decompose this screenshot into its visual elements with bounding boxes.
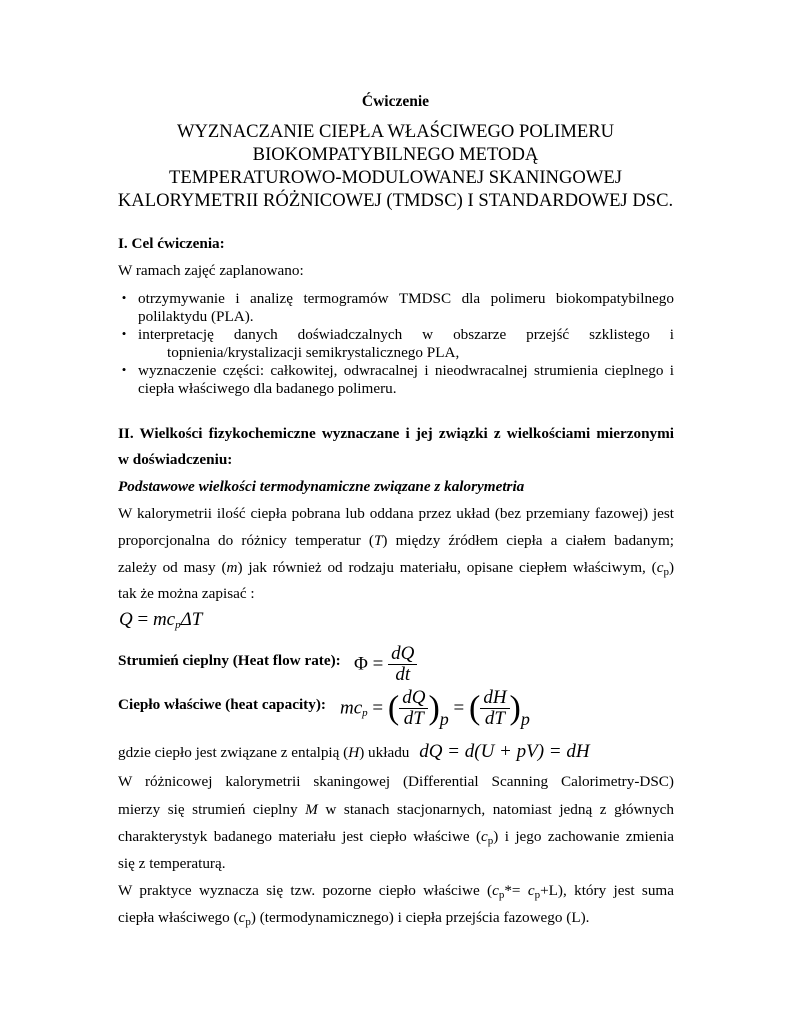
goal-item-3	[118, 362, 674, 398]
title-line-1: WYZNACZANIE CIEPŁA WŁAŚCIWEGO POLIMERU	[176, 121, 615, 142]
p1-line-3: zależy od masy (m) jak również od rodzaju materiału, opisane ciepłem właściwym, $(c_p)$	[118, 559, 674, 578]
heat-capacity-row	[118, 688, 538, 734]
p2-line-1: W różnicowej kalorymetrii skaningowej (Differential Scanning Calorimetry-DSC)	[118, 773, 674, 790]
p1-line-4: tak że można zapisać :	[118, 585, 255, 602]
heat-flow-equation: Φ = $\frac{dQ}{dt}$	[354, 644, 417, 685]
goal-item-2	[118, 326, 674, 362]
section-2-heading-line-2: w doświadczeniu:	[118, 451, 233, 468]
heat-flow-label: Strumień cieplny (Heat flow rate):	[118, 652, 341, 669]
bullet-icon: •	[121, 326, 127, 341]
bullet-icon: •	[121, 362, 127, 377]
heat-flow-row	[118, 642, 518, 686]
document-title	[0, 120, 791, 212]
p1-line-1: W kalorymetrii ilość ciepła pobrana lub oddana przez układ (bez przemiany fazowej) jest	[118, 505, 674, 522]
heat-capacity-label: Ciepło właściwe (heat capacity):	[118, 696, 326, 713]
goal-1-line-2: polilaktydu (PLA).	[138, 307, 254, 325]
section-1-intro: W ramach zajęć zaplanowano:	[118, 262, 304, 279]
goals-list	[118, 290, 674, 410]
p2-line-3: charakterystyk badanego materiału jest ciepło właściwe $(c_p)$ i jego zachowanie zmienia	[118, 828, 674, 847]
p3-line-2: ciepła właściwego $(c_p)$ (termodynamicznego) i ciepła przejścia fazowego (L).	[118, 909, 590, 928]
title-line-4: KALORYMETRII RÓŻNICOWEJ (TMDSC) I STANDARDOWEJ DSC.	[117, 190, 674, 211]
title-line-3: TEMPERATUROWO-MODULOWANEJ SKANINGOWEJ	[169, 167, 622, 188]
title-line-2: BIOKOMPATYBILNEGO METODĄ	[252, 144, 539, 165]
p3-line-1: W praktyce wyznacza się tzw. pozorne ciepło właściwe $(c_p*= c_p+L)$, który jest suma	[118, 882, 674, 901]
goal-1-line-1: otrzymywanie i analizę termogramów TMDSC dla polimeru biokompatybilnego	[138, 290, 674, 307]
section-2-subheading: Podstawowe wielkości termodynamiczne związane z kalorymetria	[118, 478, 525, 495]
goal-3-line-2: ciepła właściwego dla badanego polimeru.	[138, 379, 397, 397]
goal-2-line-1: interpretację danych doświadczalnych w obszarze przejść szklistego i	[138, 326, 674, 343]
goal-2-line-2: topnienia/krystalizacji semikrystalicznego PLA,	[167, 343, 460, 361]
enthalpy-line: gdzie ciepło jest związane z entalpią (H) układu dQ = d(U + pV) = dH	[118, 741, 590, 762]
goal-3-line-1: wyznaczenie części: całkowitej, odwracalnej i nieodwracalnej strumienia cieplnego i	[138, 362, 674, 379]
section-1-heading: I. Cel ćwiczenia:	[118, 235, 225, 252]
equation-q: $Q = mc_p\Delta T$	[119, 609, 203, 631]
p2-line-2: mierzy się strumień cieplny M w stanach stacjonarnych, natomiast jedną z głównych	[118, 801, 674, 818]
document-kicker: Ćwiczenie	[361, 93, 430, 110]
enthalpy-equation: dQ = d(U + pV) = dH	[419, 741, 590, 762]
bullet-icon: •	[121, 290, 127, 305]
goal-item-1	[118, 290, 674, 326]
heat-capacity-equation: $mc_p$ = ( $\frac{dQ}{dT}$ )p = ( $\frac{dH}{dT}$ )p	[340, 687, 530, 729]
section-2-heading-line-1: II. Wielkości fizykochemiczne wyznaczane i jej związki z wielkościami mierzonymi	[118, 425, 674, 442]
p2-line-4: się z temperaturą.	[118, 855, 226, 872]
p1-line-2: proporcjonalna do różnicy temperatur (T) między źródłem ciepła a ciałem badanym;	[118, 532, 674, 549]
